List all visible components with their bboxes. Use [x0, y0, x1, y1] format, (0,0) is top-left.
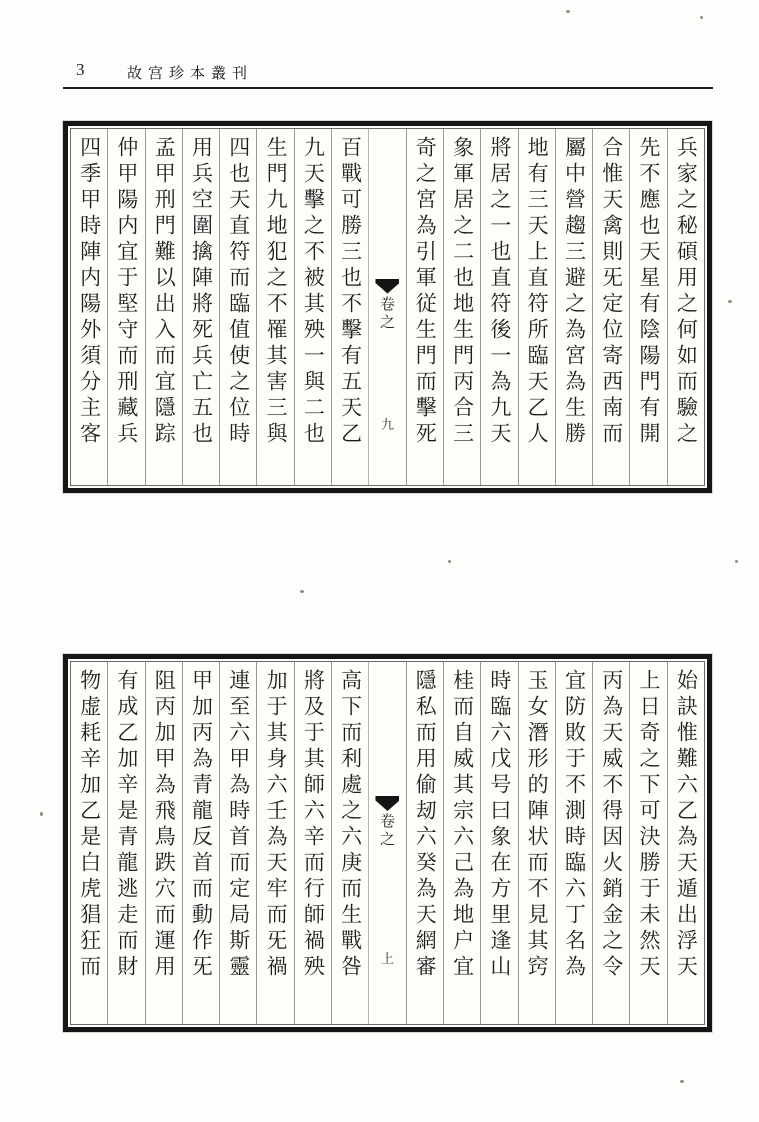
text-column	[555, 129, 592, 485]
text-column	[443, 129, 480, 485]
scan-speck	[680, 1080, 684, 1083]
column-text: 隱私而用偷刼六癸為天網審	[413, 669, 438, 981]
fold-title: 卷之	[377, 295, 396, 332]
page-number: 3	[76, 60, 85, 79]
column-text: 有成乙加辛是青龍逃走而財	[114, 669, 139, 981]
text-column	[219, 129, 256, 485]
column-text: 合惟天禽則旡定位寄西南而	[599, 136, 624, 448]
folio-mark: 上	[380, 951, 394, 967]
folio-bottom-scan	[63, 654, 712, 1032]
folio-top-columns	[70, 128, 705, 486]
text-column	[294, 662, 331, 1024]
column-text: 甲加丙為青龍反首而動作旡	[189, 669, 214, 981]
text-column	[667, 662, 704, 1024]
scan-speck	[700, 16, 703, 19]
folio-bottom-columns	[70, 661, 705, 1025]
column-text: 奇之宮為引軍従生門而擊死	[413, 136, 438, 448]
text-column	[443, 662, 480, 1024]
column-text: 百戰可勝三也不擊有五天乙	[338, 136, 363, 448]
center-fold-column	[368, 129, 405, 485]
fishtail-fold-icon	[375, 279, 399, 294]
text-column	[331, 662, 368, 1024]
column-text: 生門九地犯之不罹其害三與	[264, 136, 289, 448]
column-text: 仲甲陽内宜于堅守而刑藏兵	[114, 136, 139, 448]
column-text: 連至六甲為時首而定局斯靈	[226, 669, 251, 981]
column-text: 丙為天威不得因火銷金之令	[599, 669, 624, 981]
text-column	[629, 662, 666, 1024]
folio-mark: 九	[380, 417, 394, 433]
text-column	[331, 129, 368, 485]
fold-title: 卷之	[377, 812, 396, 849]
scan-speck	[566, 10, 570, 13]
text-column	[406, 129, 443, 485]
column-text: 九天擊之不被其殃一與二也	[301, 136, 326, 448]
column-text: 象軍居之二也地生門丙合三	[450, 136, 475, 448]
fishtail-fold-icon	[375, 796, 399, 811]
text-column	[71, 662, 107, 1024]
text-column	[182, 129, 219, 485]
column-text: 玉女潛形的陣状而不見其窍	[525, 669, 550, 981]
text-column	[256, 129, 293, 485]
scan-speck	[40, 812, 43, 816]
column-text: 用兵空圍擒陣將死兵亡五也	[189, 136, 214, 448]
column-text: 地有三天上直符所臨天乙人	[525, 136, 550, 448]
text-column	[667, 129, 704, 485]
column-text: 將及于其師六辛而行師禍殃	[301, 669, 326, 981]
column-text: 始訣惟難六乙為天遁出浮天	[674, 669, 699, 981]
scan-speck	[735, 560, 738, 563]
column-text: 桂而自威其宗六己為地户宜	[450, 669, 475, 981]
text-column	[107, 662, 144, 1024]
series-title: 故宫珍本叢刊	[127, 64, 254, 82]
text-column	[518, 129, 555, 485]
text-column	[518, 662, 555, 1024]
text-column	[480, 662, 517, 1024]
text-column	[629, 129, 666, 485]
text-column	[555, 662, 592, 1024]
text-column	[256, 662, 293, 1024]
column-text: 將居之一也直符後一為九天	[487, 136, 512, 448]
column-text: 四也天直符而臨值使之位時	[226, 136, 251, 448]
text-column	[592, 129, 629, 485]
text-column	[182, 662, 219, 1024]
text-column	[107, 129, 144, 485]
column-text: 上日奇之下可決勝于未然天	[637, 669, 662, 981]
column-text: 物虚耗辛加乙是白虎猖狂而	[77, 669, 102, 981]
column-text: 高下而利處之六庚而生戰咎	[338, 669, 363, 981]
column-text: 先不應也天星有陰陽門有開	[637, 136, 662, 448]
text-column	[145, 129, 182, 485]
text-column	[294, 129, 331, 485]
center-fold-column	[368, 662, 405, 1024]
column-text: 孟甲刑門難以出入而宜隱踪	[152, 136, 177, 448]
text-column	[480, 129, 517, 485]
column-text: 時臨六戊号曰象在方里逢山	[487, 669, 512, 981]
column-text: 阻丙加甲為飛鳥跌穴而運用	[152, 669, 177, 981]
column-text: 宜防敗于不測時臨六丁名為	[562, 669, 587, 981]
text-column	[71, 129, 107, 485]
scan-speck	[728, 300, 732, 303]
column-text: 加于其身六壬為天牢而旡禍	[264, 669, 289, 981]
text-column	[406, 662, 443, 1024]
column-text: 四季甲時陣内陽外須分主客	[77, 136, 102, 448]
scan-speck	[448, 560, 451, 563]
header-rule	[63, 87, 713, 89]
text-column	[592, 662, 629, 1024]
scan-speck	[300, 590, 304, 593]
text-column	[145, 662, 182, 1024]
column-text: 屬中營趨三避之為宮為生勝	[562, 136, 587, 448]
column-text: 兵家之秘碩用之何如而驗之	[674, 136, 699, 448]
text-column	[219, 662, 256, 1024]
folio-top-scan	[63, 121, 712, 493]
